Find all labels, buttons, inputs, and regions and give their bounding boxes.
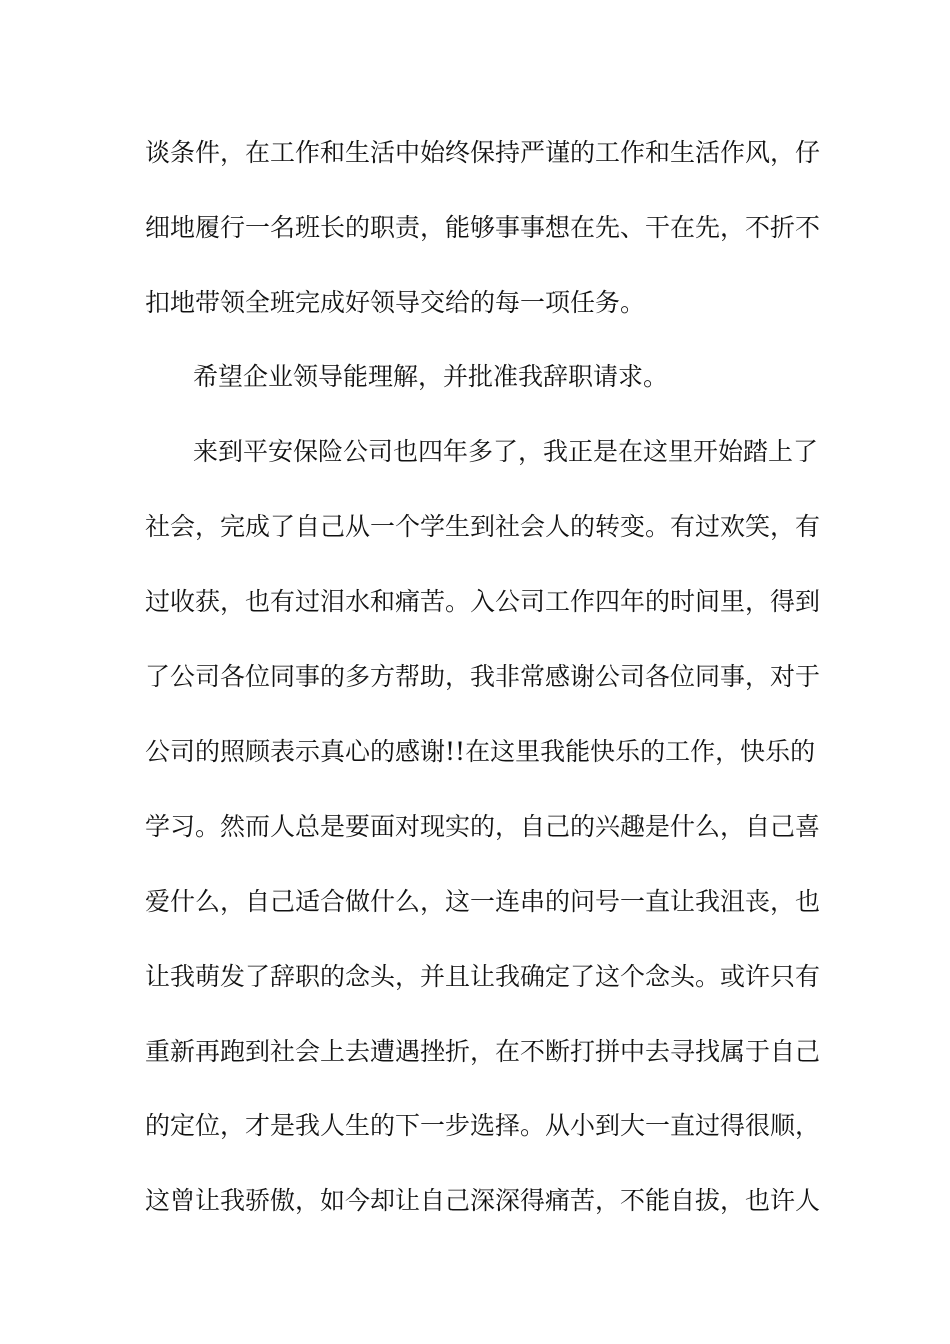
text-line: 扣地带领全班完成好领导交给的每一项任务。: [145, 288, 646, 317]
text-line: 让我萌发了辞职的念头，并且让我确定了这个念头。或许只有: [145, 962, 821, 991]
text-line: 来到平安保险公司也四年多了，我正是在这里开始踏上了: [193, 437, 819, 466]
text-line: 细地履行一名班长的职责，能够事事想在先、干在先，不折不: [145, 213, 821, 242]
text-line: 社会，完成了自己从一个学生到社会人的转变。有过欢笑，有: [145, 512, 821, 541]
text-line: 谈条件，在工作和生活中始终保持严谨的工作和生活作风，仔: [145, 138, 821, 167]
text-line: 学习。然而人总是要面对现实的，自己的兴趣是什么，自己喜: [145, 812, 821, 841]
text-line: 过收获，也有过泪水和痛苦。入公司工作四年的时间里，得到: [145, 587, 821, 616]
text-line: 了公司各位同事的多方帮助，我非常感谢公司各位同事，对于: [145, 662, 821, 691]
text-line: 的定位，才是我人生的下一步选择。从小到大一直过得很顺，: [145, 1111, 821, 1140]
text-line: 希望企业领导能理解，并批准我辞职请求。: [193, 362, 669, 391]
text-line: 重新再跑到社会上去遭遇挫折，在不断打拼中去寻找属于自己: [145, 1037, 821, 1066]
text-line: 爱什么，自己适合做什么，这一连串的问号一直让我沮丧，也: [145, 887, 821, 916]
text-line: 这曾让我骄傲，如今却让自己深深得痛苦，不能自拔，也许人: [145, 1186, 821, 1215]
text-line: 公司的照顾表示真心的感谢!!在这里我能快乐的工作，快乐的: [145, 737, 816, 766]
